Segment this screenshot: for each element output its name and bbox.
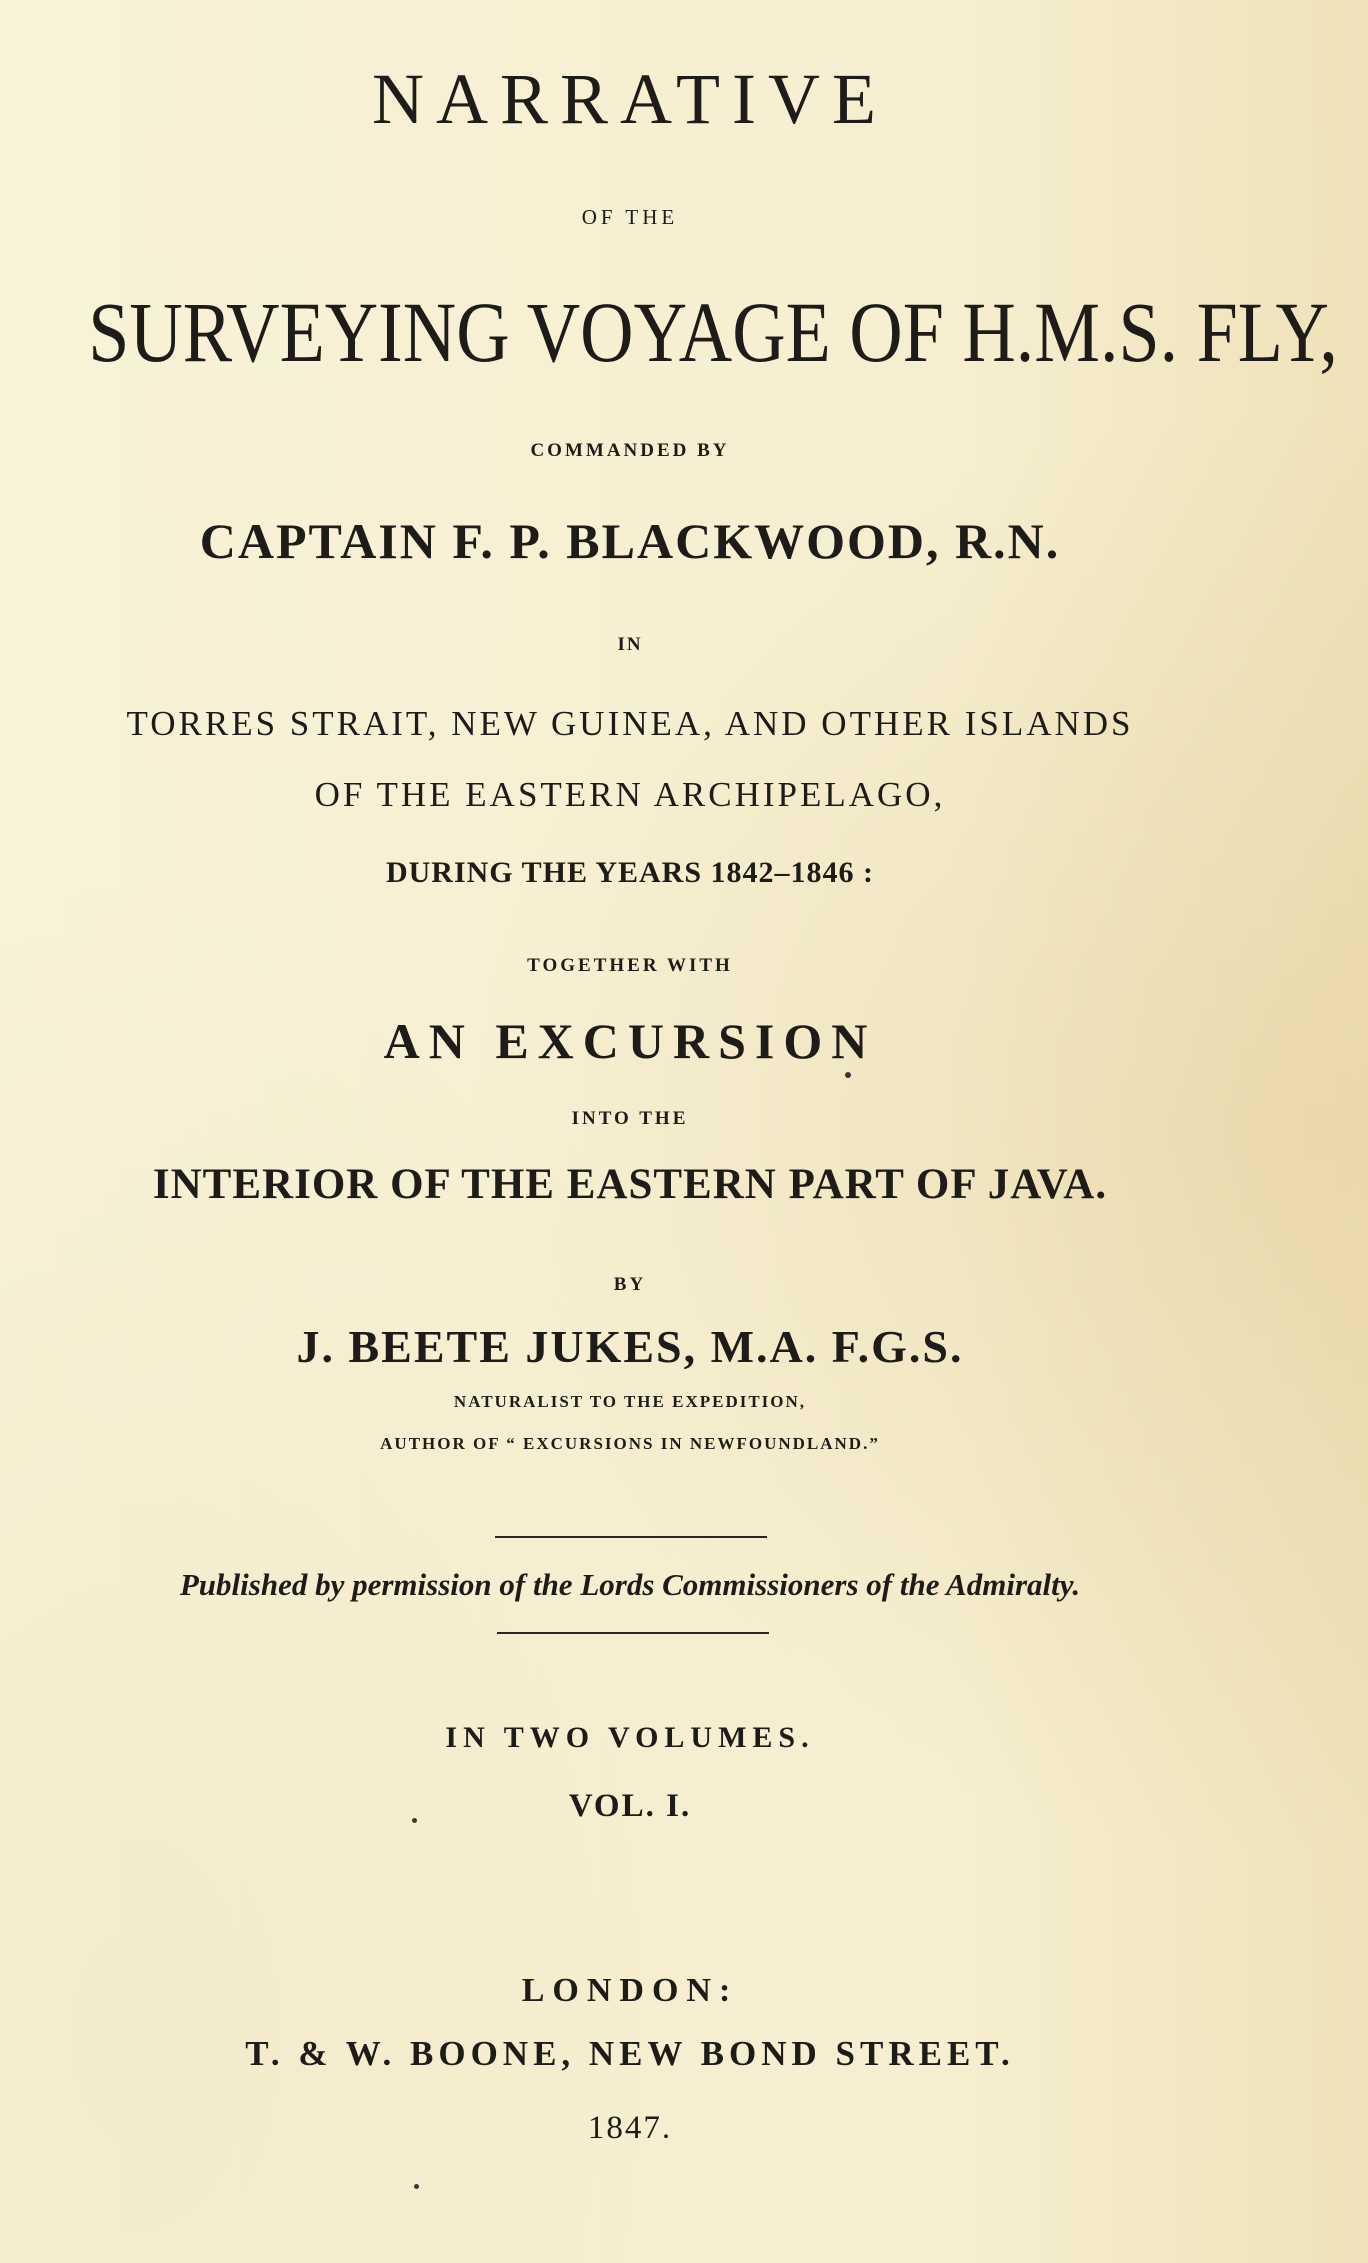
imprint-publisher: T. & W. BOONE, NEW BOND STREET.	[245, 2034, 1015, 2073]
together-with-label: TOGETHER WITH	[527, 955, 733, 976]
book-title: NARRATIVE	[372, 59, 888, 139]
author-role: NATURALIST TO THE EXPEDITION,	[453, 1392, 807, 1411]
author-previous-work: AUTHOR OF “ EXCURSIONS IN NEWFOUNDLAND.”	[380, 1434, 880, 1453]
imprint-city: LONDON:	[521, 1972, 739, 2009]
imprint-year: 1847.	[587, 2110, 673, 2146]
permission-note: Published by permission of the Lords Commissioners of the Admiralty.	[179, 1567, 1081, 1602]
captain-name: CAPTAIN F. P. BLACKWOOD, R.N.	[199, 513, 1061, 569]
locations-line-2: OF THE EASTERN ARCHIPELAGO,	[314, 775, 946, 814]
volume-number: VOL. I.	[568, 1788, 692, 1824]
ink-speck	[412, 1818, 417, 1823]
commanded-by-label: COMMANDED BY	[530, 440, 730, 461]
interior-heading: INTERIOR OF THE EASTERN PART OF JAVA.	[152, 1161, 1108, 1208]
excursion-heading: AN EXCURSION	[383, 1013, 877, 1069]
in-label: IN	[617, 634, 643, 655]
of-the-label: OF THE	[581, 205, 679, 229]
by-label: BY	[613, 1274, 647, 1295]
ink-speck	[845, 1072, 851, 1078]
author-name: J. BEETE JUKES, M.A. F.G.S.	[296, 1321, 964, 1372]
into-the-label: INTO THE	[571, 1108, 689, 1129]
divider-rule-bottom	[497, 1632, 769, 1634]
volumes-count: IN TWO VOLUMES.	[445, 1721, 815, 1754]
main-title: SURVEYING VOYAGE OF H.M.S. FLY,	[88, 284, 1338, 380]
years-line: DURING THE YEARS 1842–1846 :	[385, 856, 875, 889]
locations-line-1: TORRES STRAIT, NEW GUINEA, AND OTHER ISLANDS	[126, 704, 1134, 743]
ink-speck	[414, 2184, 419, 2189]
divider-rule-top	[495, 1536, 767, 1538]
